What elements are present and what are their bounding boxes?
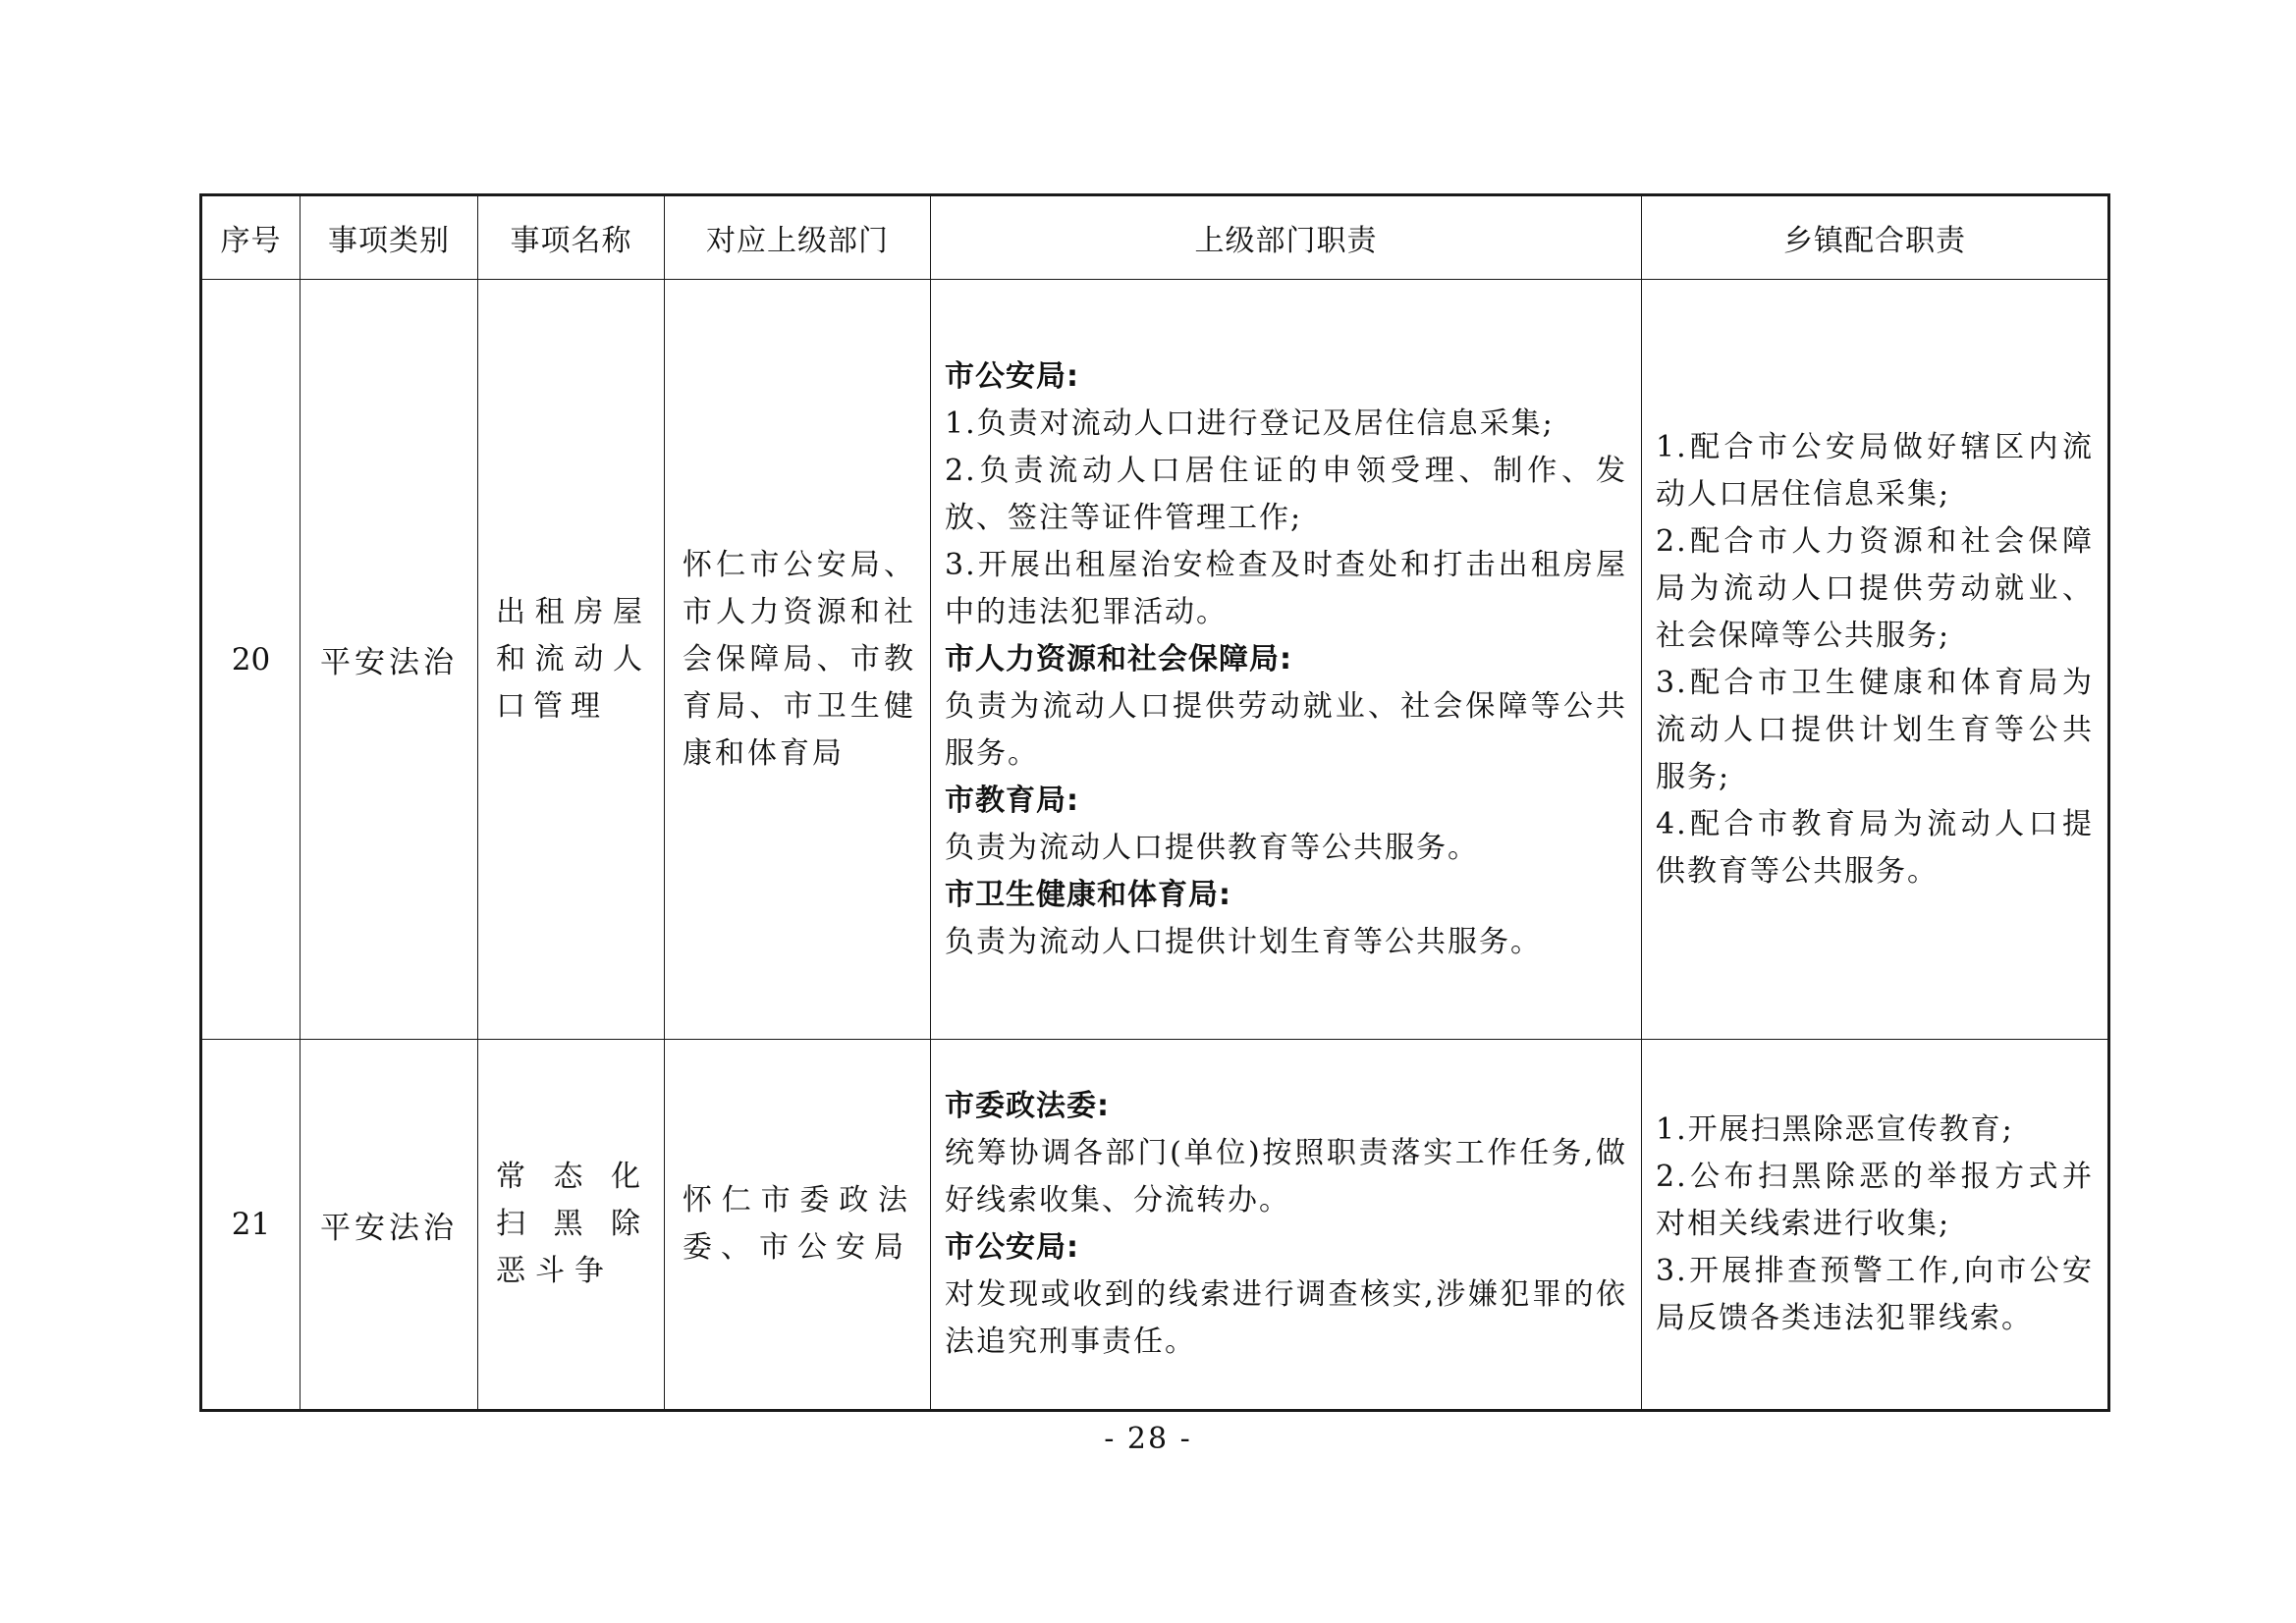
duty-dept-heading: 市委政法委: xyxy=(945,1089,1110,1123)
row-upper-duties xyxy=(931,353,1641,966)
row-town-duties-cell xyxy=(1642,280,2109,1040)
table-row xyxy=(201,1040,2109,1411)
duty-dept-heading: 市卫生健康和体育局: xyxy=(945,877,1231,912)
table-row xyxy=(201,280,2109,1040)
duty-line: 1.负责对流动人口进行登记及居住信息采集; xyxy=(945,406,1555,441)
row-town-duties xyxy=(1642,424,2107,895)
row-seq: 21 xyxy=(201,1040,301,1411)
header-upper-department: 对应上级部门 xyxy=(665,195,931,280)
header-seq: 序号 xyxy=(201,195,301,280)
town-duty-line: 1.开展扫黑除恶宣传教育; xyxy=(1656,1112,2014,1147)
row-category: 平安法治 xyxy=(301,1040,478,1411)
row-category: 平安法治 xyxy=(301,280,478,1040)
town-duty-line: 3.配合市卫生健康和体育局为流动人口提供计划生育等公共服务; xyxy=(1656,665,2094,794)
duty-line: 负责为流动人口提供劳动就业、社会保障等公共服务。 xyxy=(945,688,1627,771)
duty-line: 负责为流动人口提供计划生育等公共服务。 xyxy=(945,924,1542,959)
duty-dept-heading: 市人力资源和社会保障局: xyxy=(945,641,1292,676)
duty-line: 对发现或收到的线索进行调查核实,涉嫌犯罪的依法追究刑事责任。 xyxy=(945,1277,1627,1359)
duty-dept-heading: 市公安局: xyxy=(945,358,1079,394)
duty-dept-heading: 市教育局: xyxy=(945,783,1079,818)
row-item-name: 出租房屋和流动人口管理 xyxy=(496,594,650,724)
row-town-duties xyxy=(1642,1107,2107,1342)
row-upper-duties-cell xyxy=(931,280,1642,1040)
duty-line: 3.开展出租屋治安检查及时查处和打击出租房屋中的违法犯罪活动。 xyxy=(945,547,1627,629)
row-item-name-cell xyxy=(478,1040,665,1411)
row-item-name-cell xyxy=(478,280,665,1040)
row-upper-department: 怀仁市委政法委、市公安局 xyxy=(683,1183,916,1265)
town-duty-line: 1.配合市公安局做好辖区内流动人口居住信息采集; xyxy=(1656,429,2094,512)
table-header-row xyxy=(201,195,2109,280)
row-upper-department: 怀仁市公安局、市人力资源和社会保障局、市教育局、市卫生健康和体育局 xyxy=(683,547,916,771)
row-seq: 20 xyxy=(201,280,301,1040)
row-upper-duties xyxy=(931,1083,1641,1366)
header-category: 事项类别 xyxy=(301,195,478,280)
duty-line: 2.负责流动人口居住证的申领受理、制作、发放、签注等证件管理工作; xyxy=(945,453,1627,535)
duty-table xyxy=(199,193,2110,1412)
header-upper-duties: 上级部门职责 xyxy=(931,195,1642,280)
row-item-name: 常态化扫黑除恶斗争 xyxy=(496,1160,650,1288)
row-town-duties-cell xyxy=(1642,1040,2109,1411)
duty-line: 负责为流动人口提供教育等公共服务。 xyxy=(945,830,1479,865)
duty-dept-heading: 市公安局: xyxy=(945,1230,1079,1265)
town-duty-line: 3.开展排查预警工作,向市公安局反馈各类违法犯罪线索。 xyxy=(1656,1254,2094,1335)
duty-line: 统筹协调各部门(单位)按照职责落实工作任务,做好线索收集、分流转办。 xyxy=(945,1136,1627,1217)
row-upper-department-cell xyxy=(665,1040,931,1411)
page-number: - 28 - xyxy=(1104,1422,1192,1456)
town-duty-line: 2.公布扫黑除恶的举报方式并对相关线索进行收集; xyxy=(1656,1160,2094,1241)
row-upper-duties-cell xyxy=(931,1040,1642,1411)
town-duty-line: 4.配合市教育局为流动人口提供教育等公共服务。 xyxy=(1656,806,2094,889)
header-item-name: 事项名称 xyxy=(478,195,665,280)
row-upper-department-cell xyxy=(665,280,931,1040)
header-town-duties: 乡镇配合职责 xyxy=(1642,195,2109,280)
town-duty-line: 2.配合市人力资源和社会保障局为流动人口提供劳动就业、社会保障等公共服务; xyxy=(1656,523,2094,653)
